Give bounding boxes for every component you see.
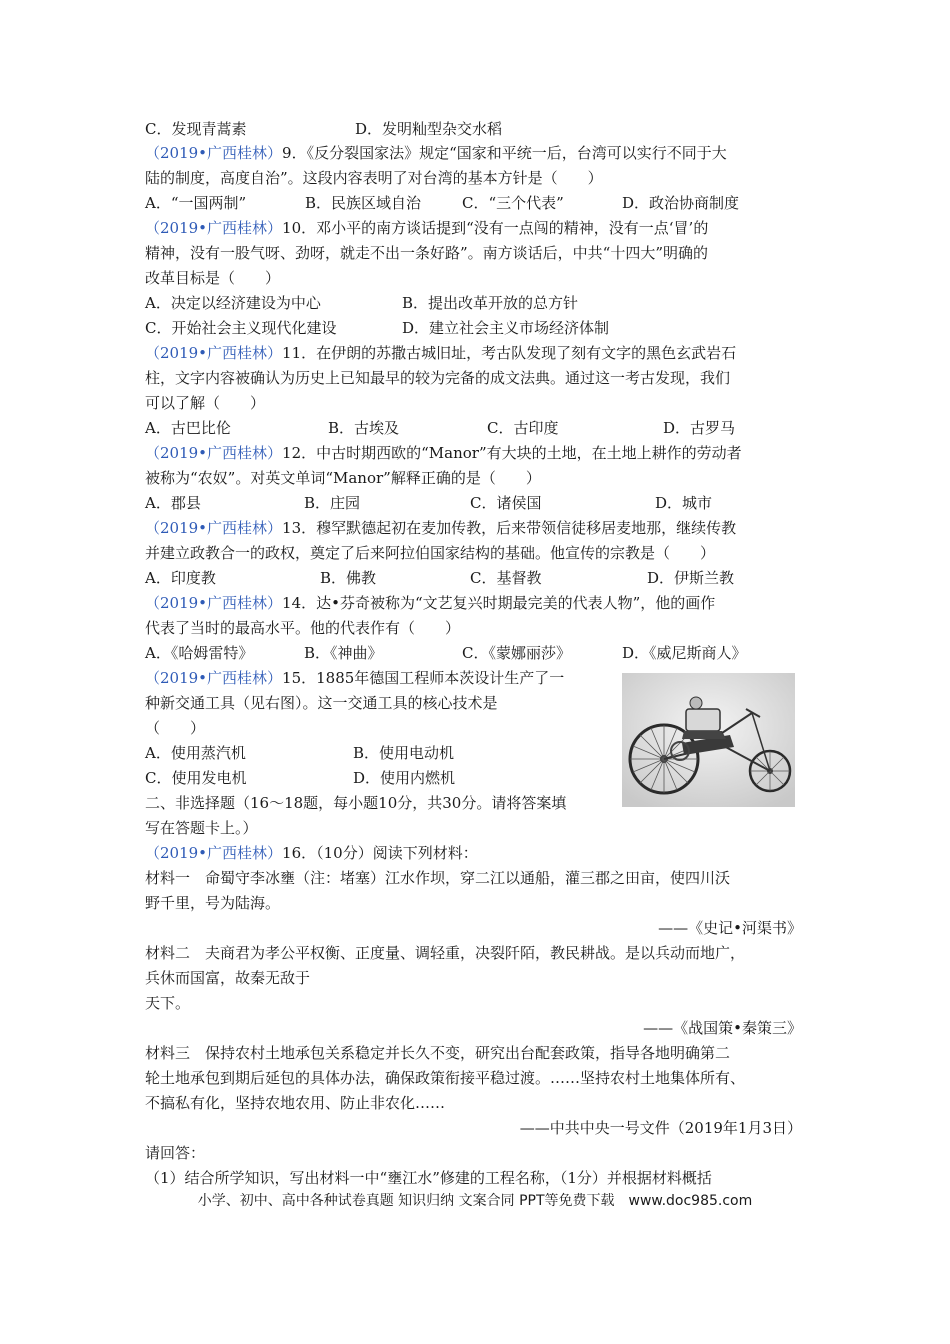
question-11-line2: 柱，文字内容被确认为历史上已知最早的较为完备的成文法典。通过这一考古发现，我们 bbox=[145, 369, 731, 387]
question-text: 14．达•芬奇被称为“文艺复兴时期最完美的代表人物”，他的画作 bbox=[282, 594, 716, 612]
option-d: D．政治协商制度 bbox=[622, 194, 740, 212]
option-d: D．城市 bbox=[655, 494, 713, 512]
option-d: D．建立社会主义市场经济体制 bbox=[402, 319, 610, 337]
option-c: C．发现青蒿素 bbox=[145, 120, 247, 138]
question-9-line2: 陆的制度，高度自治”。这段内容表明了对台湾的基本方针是（ ） bbox=[145, 169, 603, 187]
material-2-line3: 天下。 bbox=[145, 994, 191, 1012]
option-b: B．提出改革开放的总方针 bbox=[402, 294, 579, 312]
material-1-line2: 野千里，号为陆海。 bbox=[145, 894, 281, 912]
page-footer: 小学、初中、高中各种试卷真题 知识归纳 文案合同 PPT等免费下载 www.doc985.com bbox=[197, 1193, 753, 1209]
question-text: 13．穆罕默德起初在麦加传教，后来带领信徒移居麦地那，继续传教 bbox=[282, 519, 737, 537]
source-tag: （2019•广西桂林） bbox=[145, 344, 283, 362]
question-16-line1 bbox=[145, 842, 478, 864]
question-13-line1 bbox=[145, 517, 736, 539]
source-tag: （2019•广西桂林） bbox=[145, 594, 283, 612]
source-tag: （2019•广西桂林） bbox=[145, 144, 283, 162]
option-b: B．使用电动机 bbox=[353, 744, 455, 762]
source-tag: （2019•广西桂林） bbox=[145, 219, 283, 237]
question-14-line1 bbox=[145, 592, 715, 614]
option-d: D．发明籼型杂交水稻 bbox=[355, 120, 503, 138]
question-12-line1 bbox=[145, 442, 742, 464]
question-text: 9．《反分裂国家法》规定“国家和平统一后，台湾可以实行不同于大 bbox=[282, 144, 727, 162]
question-15-line2: 种新交通工具（见右图）。这一交通工具的核心技术是 bbox=[145, 694, 498, 712]
option-c: C．使用发电机 bbox=[145, 769, 247, 787]
option-d: D．古罗马 bbox=[663, 419, 736, 437]
material-1-line1: 材料一 命蜀守李冰壅（注：堵塞）江水作坝，穿二江以通船，灌三郡之田亩，使四川沃 bbox=[145, 869, 731, 887]
option-a: A．使用蒸汽机 bbox=[145, 744, 246, 762]
option-line bbox=[145, 118, 246, 140]
answer-prompt: 请回答： bbox=[145, 1144, 206, 1162]
option-b: B．《神曲》 bbox=[304, 644, 383, 662]
option-a: A．“一国两制” bbox=[145, 194, 247, 212]
option-c: C．诸侯国 bbox=[470, 494, 542, 512]
question-10-line2: 精神，没有一股气呀、劲呀，就走不出一条好路”。南方谈话后，中共“十四大”明确的 bbox=[145, 244, 709, 262]
material-3-line2: 轮土地承包到期后延包的具体办法，确保政策衔接平稳过渡。……坚持农村土地集体所有、 bbox=[145, 1069, 746, 1087]
section-2-heading: 二、非选择题（16～18题，每小题10分，共30分。请将答案填 bbox=[145, 794, 567, 812]
option-d: D．伊斯兰教 bbox=[647, 569, 735, 587]
option-a: A．决定以经济建设为中心 bbox=[145, 294, 321, 312]
material-3-source: ——中共中央一号文件（2019年1月3日） bbox=[519, 1119, 802, 1137]
material-3-line1: 材料三 保持农村土地承包关系稳定并长久不变，研究出台配套政策，指导各地明确第二 bbox=[145, 1044, 731, 1062]
question-10-line3: 改革目标是（ ） bbox=[145, 269, 281, 287]
option-b: B．民族区域自治 bbox=[305, 194, 422, 212]
question-13-line2: 并建立政教合一的政权，奠定了后来阿拉伯国家结构的基础。他宣传的宗教是（ ） bbox=[145, 544, 716, 562]
question-9-line1 bbox=[145, 142, 727, 164]
question-text: 12．中古时期西欧的“Manor”有大块的土地，在土地上耕作的劳动者 bbox=[282, 444, 742, 462]
question-text: 16．（10分）阅读下列材料： bbox=[282, 844, 478, 862]
option-a: A．古巴比伦 bbox=[145, 419, 231, 437]
question-10-line1 bbox=[145, 217, 708, 239]
source-tag: （2019•广西桂林） bbox=[145, 444, 283, 462]
material-1-source: ——《史记•河渠书》 bbox=[658, 919, 802, 937]
sub-question-1: （1）结合所学知识，写出材料一中“壅江水”修建的工程名称，（1分）并根据材料概括 bbox=[145, 1169, 712, 1187]
option-a: A．《哈姆雷特》 bbox=[145, 644, 254, 662]
question-11-line1 bbox=[145, 342, 736, 364]
question-14-line2: 代表了当时的最高水平。他的代表作有（ ） bbox=[145, 619, 461, 637]
section-2-heading-line2: 写在答题卡上。） bbox=[145, 819, 258, 837]
option-b: B．庄园 bbox=[304, 494, 361, 512]
option-a: A．印度教 bbox=[145, 569, 216, 587]
source-tag: （2019•广西桂林） bbox=[145, 519, 283, 537]
benz-car-image bbox=[622, 673, 795, 807]
source-tag: （2019•广西桂林） bbox=[145, 844, 283, 862]
question-text: 15．1885年德国工程师本茨设计生产了一 bbox=[282, 669, 565, 687]
source-tag: （2019•广西桂林） bbox=[145, 669, 283, 687]
option-d: D．《威尼斯商人》 bbox=[622, 644, 747, 662]
material-2-line1: 材料二 夫商君为孝公平权衡、正度量、调轻重，决裂阡陌，教民耕战。是以兵动而地广， bbox=[145, 944, 746, 962]
question-11-line3: 可以了解（ ） bbox=[145, 394, 266, 412]
question-15-line3: （ ） bbox=[145, 719, 206, 737]
material-2-line2: 兵休而国富，故秦无敌于 bbox=[145, 969, 311, 987]
option-a: A．郡县 bbox=[145, 494, 201, 512]
option-d: D．使用内燃机 bbox=[353, 769, 456, 787]
option-c: C．“三个代表” bbox=[462, 194, 564, 212]
question-text: 10．邓小平的南方谈话提到“没有一点闯的精神，没有一点‘冒’的 bbox=[282, 219, 709, 237]
question-15-line1 bbox=[145, 667, 564, 689]
option-c: C．《蒙娜丽莎》 bbox=[462, 644, 571, 662]
option-b: B．古埃及 bbox=[328, 419, 400, 437]
material-2-source: ——《战国策•秦策三》 bbox=[643, 1019, 802, 1037]
option-c: C．古印度 bbox=[487, 419, 559, 437]
option-c: C．基督教 bbox=[470, 569, 542, 587]
option-c: C．开始社会主义现代化建设 bbox=[145, 319, 337, 337]
question-12-line2: 被称为“农奴”。对英文单词“Manor”解释正确的是（ ） bbox=[145, 469, 541, 487]
option-b: B．佛教 bbox=[320, 569, 377, 587]
material-3-line3: 不搞私有化，坚持农地农用、防止非农化…… bbox=[145, 1094, 446, 1112]
question-text: 11．在伊朗的苏撒古城旧址，考古队发现了刻有文字的黑色玄武岩石 bbox=[282, 344, 737, 362]
